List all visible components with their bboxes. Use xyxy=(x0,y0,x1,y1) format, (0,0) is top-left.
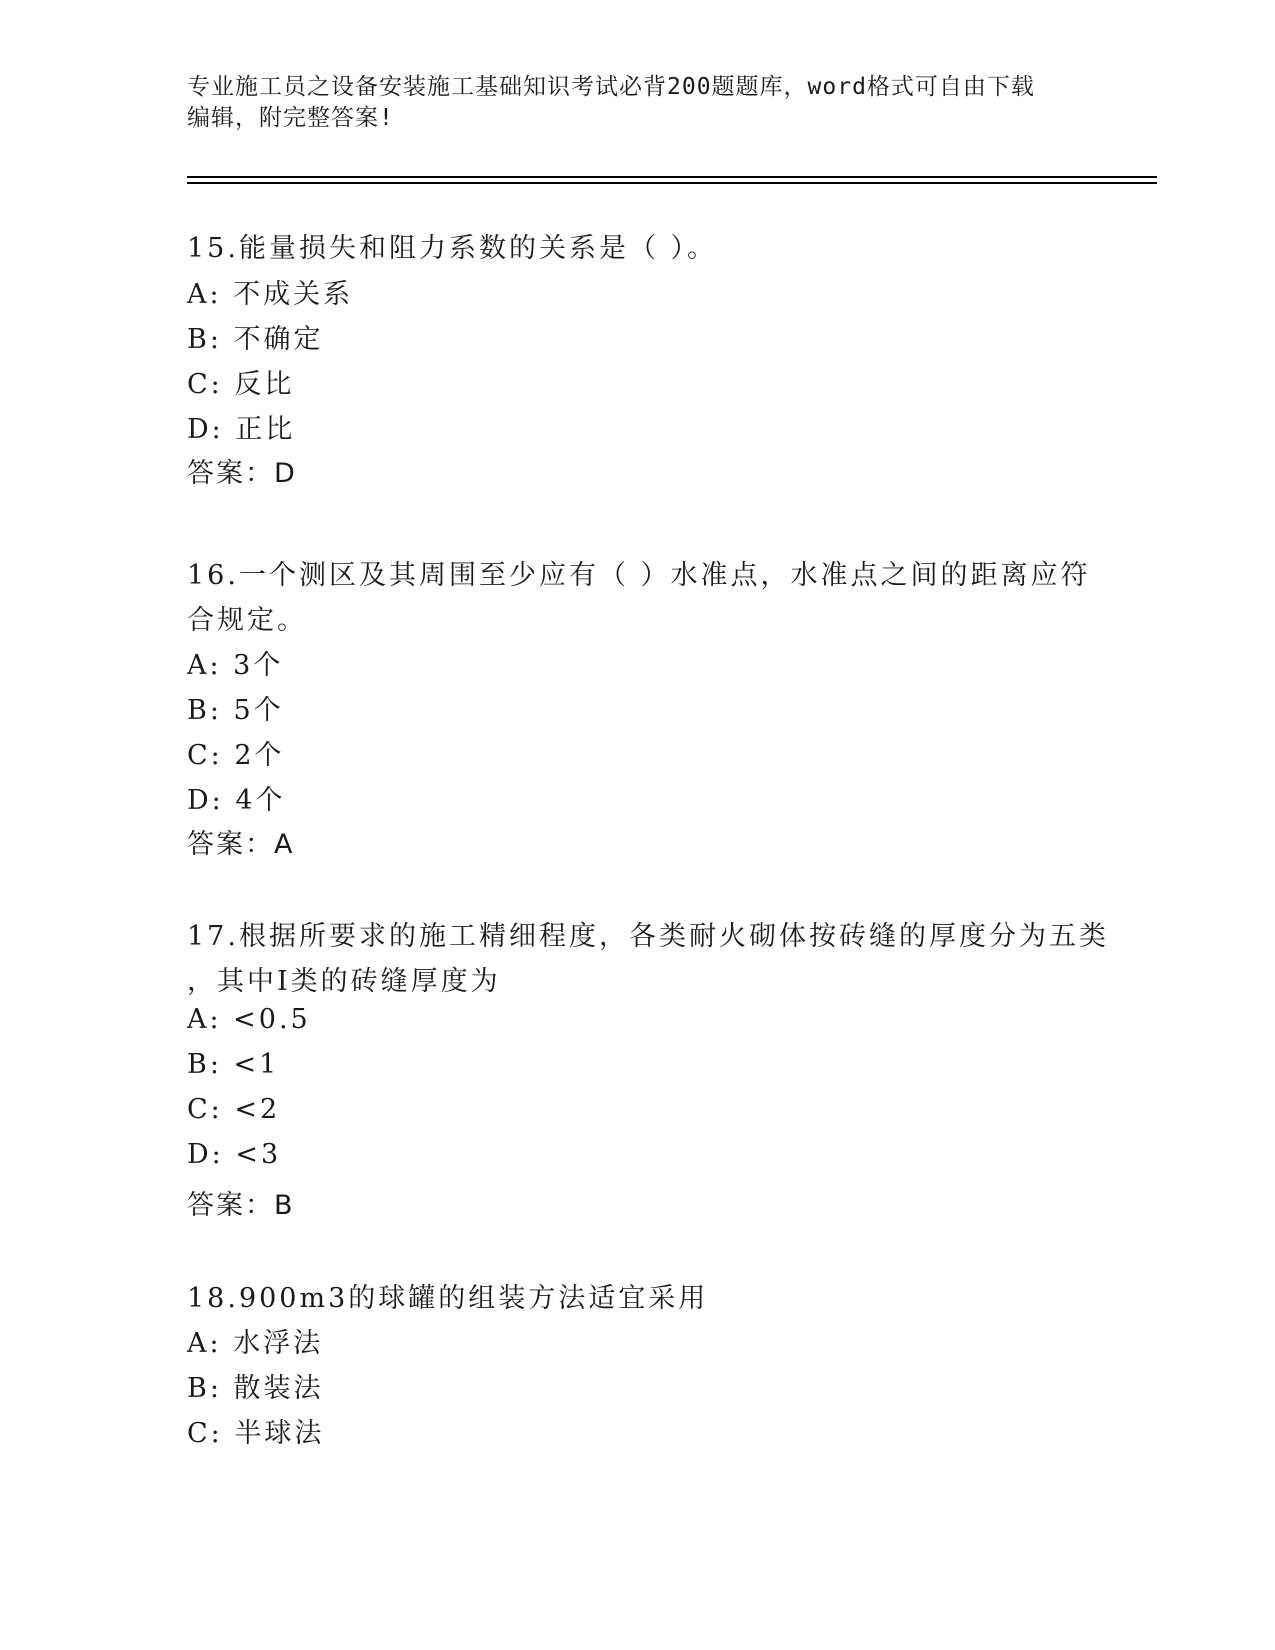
question-16-stem-cont: 合规定。 xyxy=(187,605,307,636)
question-17-option-d: D: <3 xyxy=(187,1139,282,1170)
question-16-option-d: D: 4个 xyxy=(187,785,286,816)
question-16-stem: 16.一个测区及其周围至少应有（ ）水准点，水准点之间的距离应符 xyxy=(187,560,1091,591)
question-16-option-b: B: 5个 xyxy=(187,695,284,726)
question-17-stem-cont: ，其中Ⅰ类的砖缝厚度为 xyxy=(187,966,501,997)
question-17-option-c: C: <2 xyxy=(187,1094,281,1125)
question-18-option-a: A: 水浮法 xyxy=(187,1328,324,1359)
header-line-1: 专业施工员之设备安装施工基础知识考试必背200题题库，word格式可自由下载 xyxy=(187,74,1035,100)
question-17-option-b: B: <1 xyxy=(187,1049,280,1080)
question-16-answer: 答案：A xyxy=(187,829,295,860)
question-15-answer: 答案：D xyxy=(187,458,297,489)
question-18-option-c: C: 半球法 xyxy=(187,1418,325,1449)
question-17-option-a: A: <0.5 xyxy=(187,1004,311,1035)
document-header xyxy=(187,72,1087,134)
question-16-option-c: C: 2个 xyxy=(187,740,285,771)
question-16-option-a: A: 3个 xyxy=(187,650,284,681)
question-15-stem: 15.能量损失和阻力系数的关系是（ ）。 xyxy=(187,233,718,264)
question-15-option-d: D: 正比 xyxy=(187,414,296,445)
question-15-option-c: C: 反比 xyxy=(187,369,295,400)
question-17-stem: 17.根据所要求的施工精细程度，各类耐火砌体按砖缝的厚度分为五类 xyxy=(187,921,1109,952)
header-divider-bottom xyxy=(187,182,1157,184)
header-divider-top xyxy=(187,176,1157,178)
header-line-2: 编辑，附完整答案! xyxy=(187,105,394,131)
question-18-option-b: B: 散装法 xyxy=(187,1373,324,1404)
question-15-option-a: A: 不成关系 xyxy=(187,279,354,310)
question-17-answer: 答案：B xyxy=(187,1190,295,1221)
question-18-stem: 18.900m3的球罐的组装方法适宜采用 xyxy=(187,1283,709,1314)
question-15-option-b: B: 不确定 xyxy=(187,324,324,355)
